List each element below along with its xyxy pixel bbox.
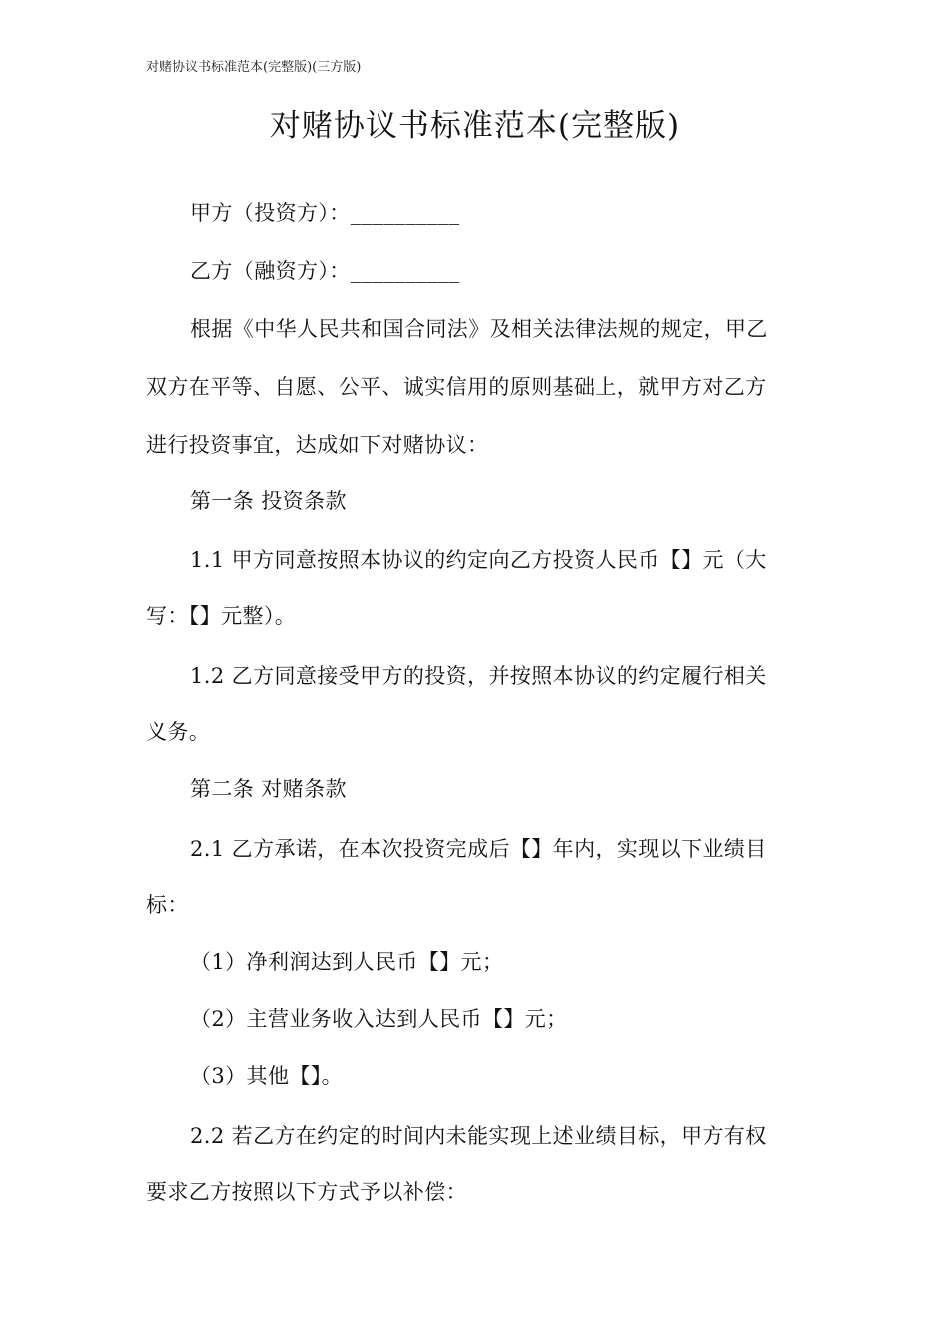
- party-b-blank: __________: [350, 259, 460, 283]
- target-item-2: （2）主营业务收入达到人民币【】元；: [190, 1007, 568, 1031]
- running-header: 对赌协议书标准范本(完整版)(三方版): [146, 60, 362, 75]
- preamble-line-3: 进行投资事宜，达成如下对赌协议：: [146, 433, 489, 457]
- clause-1-1-line-2: 写：【】元整）。: [146, 604, 297, 628]
- preamble-line-1: 根据《中华人民共和国合同法》及相关法律法规的规定，甲乙: [190, 317, 768, 341]
- clause-2-1-line-2: 标：: [146, 893, 189, 917]
- clause-1-2-line-2: 义务。: [146, 720, 211, 744]
- party-b-line: [190, 256, 806, 286]
- clause-2-2-line-1: 2.2 若乙方在约定的时间内未能实现上述业绩目标，甲方有权: [190, 1124, 767, 1148]
- party-a-label: 甲方（投资方）：: [190, 201, 351, 225]
- document-title: 对赌协议书标准范本(完整版): [269, 108, 681, 144]
- party-a-line: [190, 198, 806, 228]
- clause-2-1-line-1: 2.1 乙方承诺，在本次投资完成后【】年内，实现以下业绩目: [190, 837, 767, 861]
- party-b-label: 乙方（融资方）：: [190, 259, 351, 283]
- target-item-3: （3）其他【】。: [190, 1064, 344, 1088]
- party-a-blank: __________: [350, 201, 460, 225]
- preamble-line-2: 双方在平等、自愿、公平、诚实信用的原则基础上，就甲方对乙方: [146, 375, 767, 399]
- article-2-heading: 第二条 对赌条款: [190, 777, 347, 801]
- clause-2-2-line-2: 要求乙方按照以下方式予以补偿：: [146, 1180, 467, 1204]
- clause-1-1-line-1: 1.1 甲方同意按照本协议的约定向乙方投资人民币【】元（大: [190, 548, 767, 572]
- clause-1-2-line-1: 1.2 乙方同意接受甲方的投资，并按照本协议的约定履行相关: [190, 664, 767, 688]
- target-item-1: （1）净利润达到人民币【】元；: [190, 950, 504, 974]
- article-1-heading: 第一条 投资条款: [190, 489, 347, 513]
